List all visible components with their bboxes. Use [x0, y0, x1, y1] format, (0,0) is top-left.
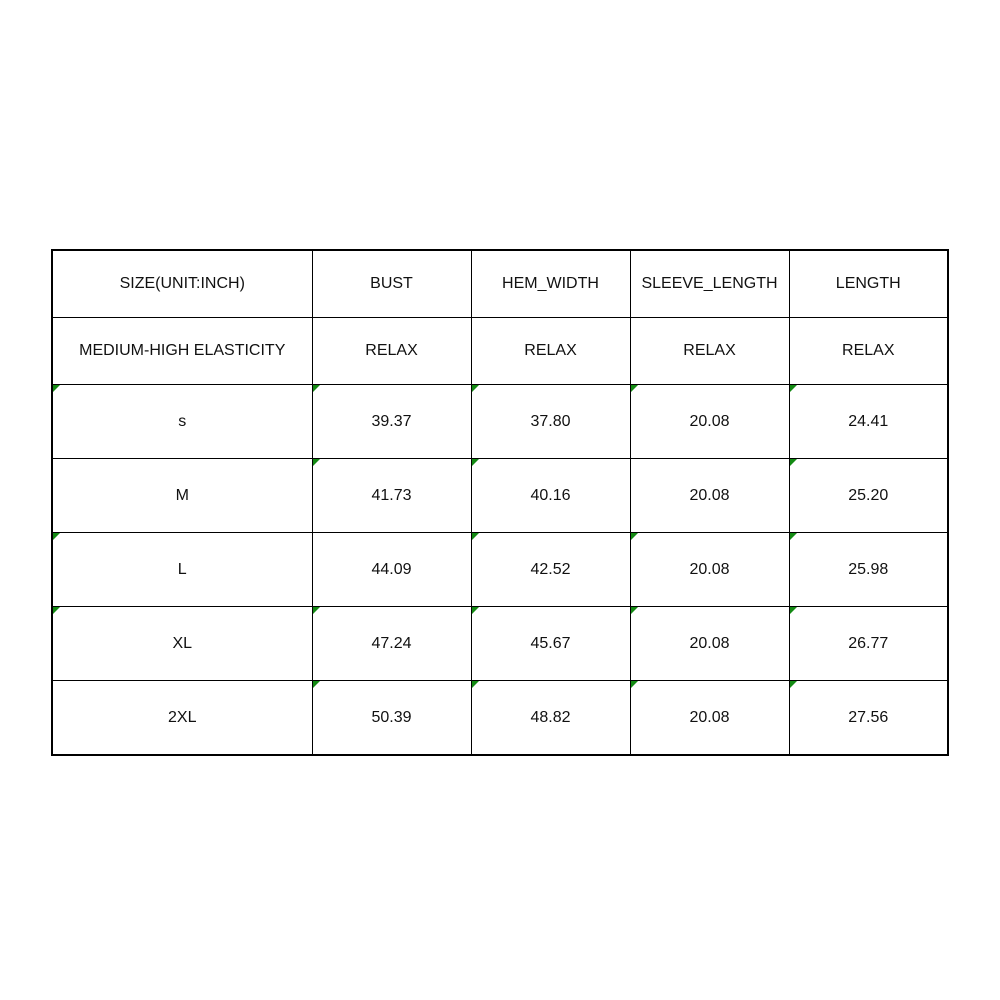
- cell-marker-icon: [790, 533, 797, 540]
- cell-marker-icon: [53, 533, 60, 540]
- sleeve-length-cell: [630, 385, 789, 459]
- length-value: 27.56: [848, 708, 889, 726]
- table-row: [52, 607, 948, 681]
- bust-cell: [312, 459, 471, 533]
- cell-marker-icon: [472, 459, 479, 466]
- header-length: LENGTH: [789, 250, 948, 318]
- bust-value: 44.09: [371, 560, 412, 578]
- hem-width-cell: [471, 459, 630, 533]
- size-value: 2XL: [168, 708, 197, 726]
- cell-marker-icon: [472, 681, 479, 688]
- subheader-row: [52, 318, 948, 385]
- subheader-bust-fit: RELAX: [312, 318, 471, 385]
- cell-marker-icon: [313, 385, 320, 392]
- subheader-elasticity: MEDIUM-HIGH ELASTICITY: [52, 318, 312, 385]
- cell-marker-icon: [313, 459, 320, 466]
- cell-marker-icon: [790, 607, 797, 614]
- hem-width-value: 37.80: [530, 412, 571, 430]
- bust-value: 39.37: [371, 412, 412, 430]
- size-cell: [52, 385, 312, 459]
- size-value: XL: [172, 634, 193, 652]
- length-value: 26.77: [848, 634, 889, 652]
- bust-value: 47.24: [371, 634, 412, 652]
- bust-cell: [312, 681, 471, 756]
- cell-marker-icon: [313, 607, 320, 614]
- sleeve-length-value: 20.08: [689, 560, 730, 578]
- sleeve-length-value: 20.08: [689, 486, 730, 504]
- header-hem-width: HEM_WIDTH: [471, 250, 630, 318]
- cell-marker-icon: [631, 533, 638, 540]
- cell-marker-icon: [313, 681, 320, 688]
- size-cell: [52, 681, 312, 756]
- sleeve-length-cell: [630, 607, 789, 681]
- sleeve-length-cell: [630, 533, 789, 607]
- length-cell: [789, 607, 948, 681]
- size-value: s: [178, 412, 187, 430]
- hem-width-cell: [471, 681, 630, 756]
- length-value: 25.98: [848, 560, 889, 578]
- size-chart-table: [51, 249, 949, 756]
- length-cell: [789, 459, 948, 533]
- length-value: 24.41: [848, 412, 889, 430]
- header-row: [52, 250, 948, 318]
- sleeve-length-cell: [630, 459, 789, 533]
- cell-marker-icon: [631, 607, 638, 614]
- table-row: [52, 385, 948, 459]
- cell-marker-icon: [472, 533, 479, 540]
- bust-cell: [312, 607, 471, 681]
- table-row: [52, 681, 948, 756]
- cell-marker-icon: [790, 385, 797, 392]
- sleeve-length-cell: [630, 681, 789, 756]
- cell-marker-icon: [53, 385, 60, 392]
- hem-width-value: 45.67: [530, 634, 571, 652]
- hem-width-value: 48.82: [530, 708, 571, 726]
- subheader-hem-fit: RELAX: [471, 318, 630, 385]
- length-cell: [789, 681, 948, 756]
- bust-cell: [312, 533, 471, 607]
- bust-value: 50.39: [371, 708, 412, 726]
- cell-marker-icon: [631, 385, 638, 392]
- cell-marker-icon: [472, 607, 479, 614]
- size-value: L: [177, 560, 187, 578]
- cell-marker-icon: [631, 681, 638, 688]
- table-row: [52, 459, 948, 533]
- sleeve-length-value: 20.08: [689, 708, 730, 726]
- size-cell: [52, 533, 312, 607]
- subheader-sleeve-fit: RELAX: [630, 318, 789, 385]
- length-cell: [789, 385, 948, 459]
- bust-value: 41.73: [371, 486, 412, 504]
- hem-width-value: 42.52: [530, 560, 571, 578]
- bust-cell: [312, 385, 471, 459]
- sleeve-length-value: 20.08: [689, 634, 730, 652]
- hem-width-cell: [471, 385, 630, 459]
- header-sleeve-length: SLEEVE_LENGTH: [630, 250, 789, 318]
- header-bust: BUST: [312, 250, 471, 318]
- size-cell: [52, 459, 312, 533]
- cell-marker-icon: [53, 607, 60, 614]
- cell-marker-icon: [472, 385, 479, 392]
- cell-marker-icon: [790, 459, 797, 466]
- hem-width-cell: [471, 533, 630, 607]
- hem-width-value: 40.16: [530, 486, 571, 504]
- length-cell: [789, 533, 948, 607]
- size-value: M: [175, 486, 189, 504]
- sleeve-length-value: 20.08: [689, 412, 730, 430]
- hem-width-cell: [471, 607, 630, 681]
- length-value: 25.20: [848, 486, 889, 504]
- subheader-length-fit: RELAX: [789, 318, 948, 385]
- size-cell: [52, 607, 312, 681]
- cell-marker-icon: [790, 681, 797, 688]
- header-size: SIZE(UNIT:INCH): [52, 250, 312, 318]
- table-row: [52, 533, 948, 607]
